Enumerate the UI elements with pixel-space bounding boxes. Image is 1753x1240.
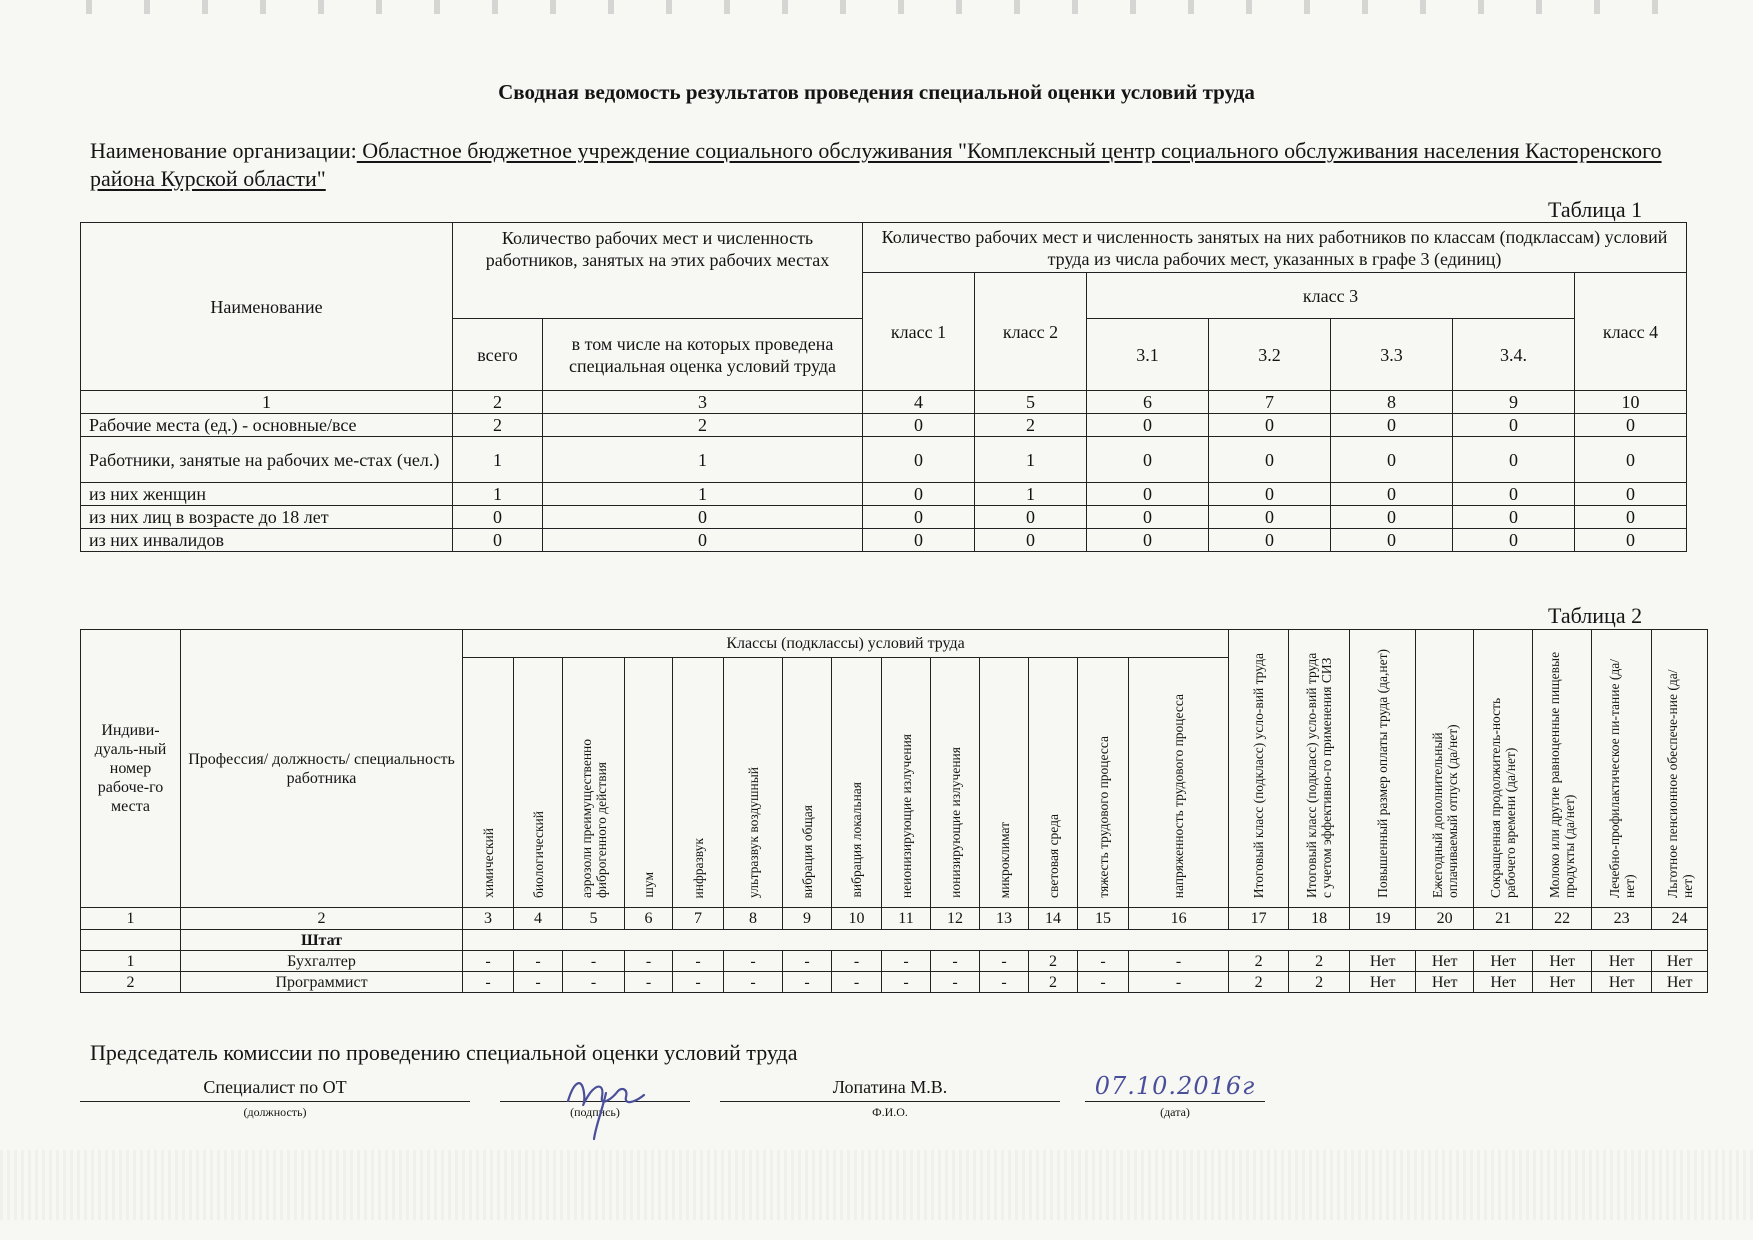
- table-cell: 1: [81, 951, 181, 972]
- column-number: 5: [563, 908, 625, 930]
- t1-header-name: Наименование: [81, 223, 453, 391]
- table-cell: 0: [1331, 437, 1453, 483]
- column-number: 10: [832, 908, 882, 930]
- factor-header: [832, 658, 882, 908]
- t1-column-numbers: [81, 391, 1687, 414]
- chair-heading: Председатель комиссии по проведению специальной оценки условий труда: [90, 1040, 798, 1065]
- factor-header-label: напряженность трудового процесса: [1171, 693, 1187, 898]
- t1-header-3-3: 3.3: [1331, 319, 1453, 391]
- column-number: 11: [882, 908, 931, 930]
- table-cell: 0: [1575, 414, 1687, 437]
- column-number: 2: [453, 391, 543, 414]
- table-cell: Нет: [1592, 972, 1652, 993]
- table-cell: 0: [1087, 483, 1209, 506]
- factor-header-label: биологический: [530, 810, 546, 898]
- column-number: 8: [724, 908, 783, 930]
- table-cell: 2: [975, 414, 1087, 437]
- chair-name: Лопатина М.В.: [832, 1077, 948, 1097]
- result-header: [1416, 630, 1474, 908]
- factor-header-label: ионизирующие излучения: [947, 747, 963, 898]
- table-cell: -: [625, 972, 673, 993]
- factor-header: [1078, 658, 1129, 908]
- table-cell: 0: [863, 529, 975, 552]
- table-cell: Нет: [1592, 951, 1652, 972]
- factor-header-label: вибрация локальная: [849, 782, 864, 898]
- column-number: 4: [863, 391, 975, 414]
- table-cell: -: [514, 972, 563, 993]
- factor-header: [1129, 658, 1229, 908]
- workplace-table: [80, 629, 1708, 993]
- row-label: из них лиц в возрасте до 18 лет: [81, 506, 453, 529]
- table-cell: -: [783, 972, 832, 993]
- table-cell: 0: [1209, 529, 1331, 552]
- table-cell: 0: [975, 506, 1087, 529]
- table-cell: 0: [1209, 414, 1331, 437]
- result-header-label: Молоко или другие равноценные пищевые продукты (да/нет): [1547, 651, 1578, 898]
- table-cell: 0: [1575, 529, 1687, 552]
- table-cell: Нет: [1474, 972, 1533, 993]
- column-number: 23: [1592, 908, 1652, 930]
- column-number: 6: [1087, 391, 1209, 414]
- table-cell: 0: [1575, 483, 1687, 506]
- t1-header-class4: класс 4: [1575, 273, 1687, 391]
- table-cell: 0: [1087, 506, 1209, 529]
- table-cell: 0: [863, 506, 975, 529]
- column-number: 3: [543, 391, 863, 414]
- factor-header: [563, 658, 625, 908]
- position-line: [80, 1101, 470, 1102]
- factor-header-label: неионизирующие излучения: [898, 733, 914, 898]
- factor-header-label: аэрозоли преимущественно фиброгенного действия: [578, 738, 609, 898]
- result-header: [1350, 630, 1416, 908]
- table-cell: 1: [975, 483, 1087, 506]
- table-cell: Нет: [1416, 951, 1474, 972]
- table-cell: 2: [1289, 951, 1350, 972]
- table-cell: 2: [1029, 951, 1078, 972]
- profession-cell: Программист: [181, 972, 463, 993]
- summary-table: [80, 222, 1687, 552]
- t1-header-count-group: Количество рабочих мест и численность работников, занятых на этих рабочих местах: [453, 223, 863, 319]
- table-cell: 0: [1453, 414, 1575, 437]
- column-number: 19: [1350, 908, 1416, 930]
- table-cell: 0: [1209, 437, 1331, 483]
- table-cell: 0: [1209, 483, 1331, 506]
- result-header: [1533, 630, 1592, 908]
- table-cell: -: [724, 951, 783, 972]
- result-header-label: Итоговый класс (подкласс) усло-вий труда с учетом эффективно-го применения СИЗ: [1304, 652, 1335, 898]
- table-cell: 1: [453, 437, 543, 483]
- table-row: [81, 506, 1687, 529]
- position-caption: (должность): [243, 1105, 307, 1119]
- column-number: 16: [1129, 908, 1229, 930]
- t1-header-3-1: 3.1: [1087, 319, 1209, 391]
- row-label: Рабочие места (ед.) - основные/все: [81, 414, 453, 437]
- column-number: 5: [975, 391, 1087, 414]
- column-number: 6: [625, 908, 673, 930]
- table-cell: -: [563, 972, 625, 993]
- factor-header: [463, 658, 514, 908]
- column-number: 8: [1331, 391, 1453, 414]
- table-cell: Нет: [1652, 972, 1708, 993]
- factor-header: [673, 658, 724, 908]
- factor-header: [931, 658, 980, 908]
- name-caption: Ф.И.О.: [872, 1105, 908, 1119]
- table-cell: -: [1129, 972, 1229, 993]
- table-cell: -: [980, 951, 1029, 972]
- column-number: 13: [980, 908, 1029, 930]
- table-cell: -: [931, 951, 980, 972]
- date-line: [1085, 1101, 1265, 1102]
- t2-header-profession: Профессия/ должность/ специальность работника: [181, 630, 463, 908]
- table-cell: 0: [1331, 414, 1453, 437]
- table-cell: 0: [453, 529, 543, 552]
- table-cell: 2: [453, 414, 543, 437]
- table-cell: 0: [543, 506, 863, 529]
- table-cell: Нет: [1350, 951, 1416, 972]
- result-header: [1652, 630, 1708, 908]
- t2-column-numbers: [81, 908, 1708, 930]
- t1-header-3-4: 3.4.: [1453, 319, 1575, 391]
- column-number: 7: [1209, 391, 1331, 414]
- table-cell: -: [1129, 951, 1229, 972]
- table-row: [81, 951, 1708, 972]
- column-number: 1: [81, 391, 453, 414]
- factor-header-label: вибрация общая: [799, 804, 815, 898]
- document-title: Сводная ведомость результатов проведения специальной оценки условий труда: [498, 80, 1255, 104]
- factor-header: [625, 658, 673, 908]
- name-line: [720, 1101, 1060, 1102]
- organization-label: Наименование организации:: [90, 138, 357, 163]
- result-header-label: Повышенный размер оплаты труда (да,нет): [1375, 649, 1391, 898]
- column-number: 9: [783, 908, 832, 930]
- column-number: 21: [1474, 908, 1533, 930]
- table-cell: -: [832, 951, 882, 972]
- organization-name: Областное бюджетное учреждение социального обслуживания "Комплексный центр социального обслуживания населения Касторенского района Курской области": [90, 138, 1662, 191]
- factor-header-label: химический: [480, 828, 496, 898]
- t1-header-class3: класс 3: [1087, 273, 1575, 319]
- table-row: [81, 529, 1687, 552]
- t2-header-classes-group: Классы (подклассы) условий труда: [463, 630, 1229, 658]
- table-cell: 0: [543, 529, 863, 552]
- column-number: 20: [1416, 908, 1474, 930]
- table-cell: 0: [1453, 529, 1575, 552]
- t1-body: [81, 414, 1687, 552]
- table-cell: 2: [81, 972, 181, 993]
- column-number: 7: [673, 908, 724, 930]
- table-row: [81, 437, 1687, 483]
- table-cell: -: [1078, 972, 1129, 993]
- column-number: 2: [181, 908, 463, 930]
- table-cell: -: [931, 972, 980, 993]
- t2-section-empty: [81, 930, 181, 951]
- result-header-label: Сокращенная продолжитель-ность рабочего времени (да/нет): [1488, 697, 1519, 898]
- organization-line: [90, 137, 1690, 193]
- column-number: 3: [463, 908, 514, 930]
- t2-section-row: [81, 930, 1708, 951]
- table-cell: 2: [543, 414, 863, 437]
- factor-header-label: шум: [641, 872, 656, 898]
- table-cell: 0: [1331, 483, 1453, 506]
- table-cell: 0: [863, 414, 975, 437]
- table-cell: Нет: [1350, 972, 1416, 993]
- factor-header: [783, 658, 832, 908]
- table-cell: 1: [975, 437, 1087, 483]
- column-number: 10: [1575, 391, 1687, 414]
- table-cell: -: [1078, 951, 1129, 972]
- table2-caption: Таблица 2: [1548, 603, 1643, 628]
- table-cell: -: [724, 972, 783, 993]
- date-caption: (дата): [1160, 1105, 1190, 1119]
- table-cell: -: [783, 951, 832, 972]
- table-cell: Нет: [1533, 951, 1592, 972]
- table-cell: 0: [1575, 437, 1687, 483]
- result-header: [1289, 630, 1350, 908]
- table-cell: -: [673, 972, 724, 993]
- result-header: [1474, 630, 1533, 908]
- table-cell: 0: [863, 437, 975, 483]
- table-row: [81, 483, 1687, 506]
- column-number: 18: [1289, 908, 1350, 930]
- table-cell: 0: [1087, 414, 1209, 437]
- table-cell: -: [882, 951, 931, 972]
- column-number: 12: [931, 908, 980, 930]
- table-cell: 0: [1331, 506, 1453, 529]
- table-cell: 2: [1229, 972, 1289, 993]
- t1-header-3-2: 3.2: [1209, 319, 1331, 391]
- table-cell: 0: [1575, 506, 1687, 529]
- table-cell: 0: [1209, 506, 1331, 529]
- t2-section-label: Штат: [181, 930, 463, 951]
- table-cell: 0: [1087, 529, 1209, 552]
- factor-header-label: микроклимат: [996, 821, 1012, 898]
- row-label: Работники, занятые на рабочих ме-стах (чел.): [81, 437, 453, 483]
- result-header: [1592, 630, 1652, 908]
- table-cell: 0: [1087, 437, 1209, 483]
- factor-header-label: световая среда: [1045, 814, 1061, 898]
- table-cell: Нет: [1474, 951, 1533, 972]
- column-number: 1: [81, 908, 181, 930]
- table-row: [81, 414, 1687, 437]
- table-cell: 2: [1289, 972, 1350, 993]
- table-cell: -: [463, 951, 514, 972]
- t1-header-assessed: в том числе на которых проведена специальная оценка условий труда: [543, 319, 863, 391]
- profession-cell: Бухгалтер: [181, 951, 463, 972]
- column-number: 17: [1229, 908, 1289, 930]
- table-cell: 0: [1453, 506, 1575, 529]
- signature-caption: (подпись): [570, 1105, 620, 1119]
- table-cell: -: [673, 951, 724, 972]
- table-cell: Нет: [1652, 951, 1708, 972]
- table1-caption: Таблица 1: [1548, 197, 1643, 222]
- chair-position: Специалист по ОТ: [203, 1077, 347, 1097]
- result-header-label: Ежегодный дополнительный оплачиваемый отпуск (да/нет): [1429, 724, 1460, 898]
- factor-header: [1029, 658, 1078, 908]
- signature-handwriting: [560, 1063, 670, 1143]
- table-cell: 2: [1229, 951, 1289, 972]
- result-header: [1229, 630, 1289, 908]
- row-label: из них инвалидов: [81, 529, 453, 552]
- factor-header-label: инфразвук: [690, 837, 706, 898]
- table-row: [81, 972, 1708, 993]
- table-cell: -: [463, 972, 514, 993]
- table-cell: -: [514, 951, 563, 972]
- table-cell: 0: [1453, 437, 1575, 483]
- table-cell: 0: [863, 483, 975, 506]
- table-cell: 2: [1029, 972, 1078, 993]
- table-cell: 1: [543, 483, 863, 506]
- table-cell: -: [980, 972, 1029, 993]
- factor-header-label: тяжесть трудового процесса: [1095, 736, 1111, 898]
- result-header-label: Льготное пенсионное обеспече-ние (да/нет): [1664, 669, 1695, 898]
- table-cell: 0: [1453, 483, 1575, 506]
- table-cell: 1: [543, 437, 863, 483]
- table-cell: 0: [975, 529, 1087, 552]
- table-cell: Нет: [1533, 972, 1592, 993]
- table-cell: -: [625, 951, 673, 972]
- factor-header: [514, 658, 563, 908]
- t1-header-total: всего: [453, 319, 543, 391]
- table-cell: 0: [1331, 529, 1453, 552]
- date-handwritten: 07.10.2016г: [1094, 1072, 1256, 1100]
- column-number: 4: [514, 908, 563, 930]
- table-cell: -: [563, 951, 625, 972]
- t2-section-empty: [463, 930, 1708, 951]
- factor-header: [980, 658, 1029, 908]
- result-header-label: Лечебно-профилактическое пи-тание (да/нет): [1606, 659, 1637, 898]
- factor-header: [882, 658, 931, 908]
- factor-header-label: ультразвук воздушный: [745, 767, 761, 898]
- table-cell: 1: [453, 483, 543, 506]
- result-header-label: Итоговый класс (подкласс) усло-вий труда: [1251, 652, 1267, 898]
- t1-header-class2: класс 2: [975, 273, 1087, 391]
- table-cell: 0: [453, 506, 543, 529]
- t1-header-class-group: Количество рабочих мест и численность занятых на них работников по классам (подклассам) условий труда из числа рабочих мест, указанных в графе 3 (единиц): [863, 223, 1687, 273]
- column-number: 15: [1078, 908, 1129, 930]
- column-number: 14: [1029, 908, 1078, 930]
- t2-header-id: Индиви-дуаль-ный номер рабоче-го места: [81, 630, 181, 908]
- column-number: 24: [1652, 908, 1708, 930]
- table-cell: -: [882, 972, 931, 993]
- t1-header-class1: класс 1: [863, 273, 975, 391]
- factor-header: [724, 658, 783, 908]
- t2-body: [81, 951, 1708, 993]
- column-number: 22: [1533, 908, 1592, 930]
- table-cell: -: [832, 972, 882, 993]
- column-number: 9: [1453, 391, 1575, 414]
- table-cell: Нет: [1416, 972, 1474, 993]
- row-label: из них женщин: [81, 483, 453, 506]
